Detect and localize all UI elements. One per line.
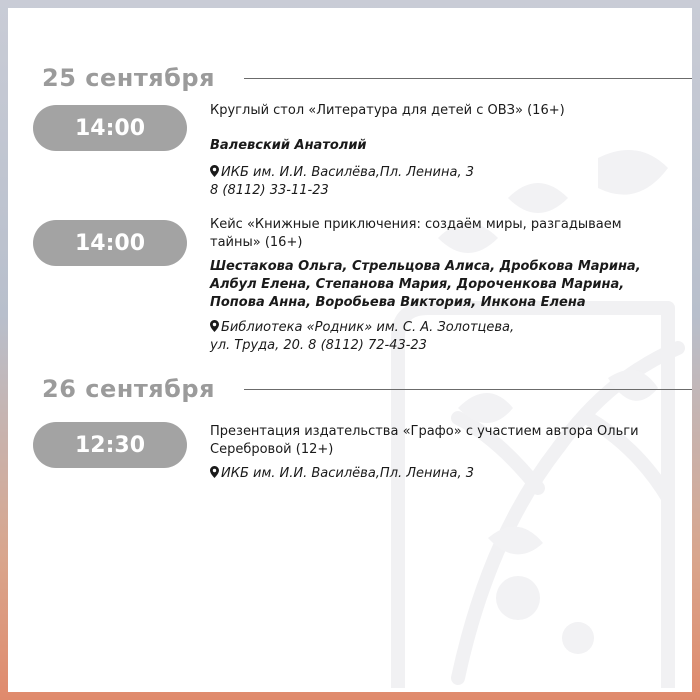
event-title-line: Серебровой (12+) [210, 442, 334, 457]
time-badge: 12:30 [33, 422, 187, 468]
date-header-day-1 [8, 60, 692, 96]
event-address-phone: ул. Труда, 20. 8 (8112) 72-43-23 [210, 338, 427, 353]
date-label: 25 сентября [42, 64, 216, 92]
location-pin-icon [210, 320, 221, 335]
location-address: ИКБ им. И.И. Василёва,Пл. Ленина, 3 [221, 466, 474, 481]
time-badge: 14:00 [33, 105, 187, 151]
event-location [210, 465, 670, 483]
event-1 [210, 102, 670, 200]
event-3 [210, 423, 670, 483]
event-persons-line: Албул Елена, Степанова Мария, Дороченкова Марина, [210, 277, 625, 292]
location-pin-icon [210, 165, 221, 180]
event-title-line: Кейс «Книжные приключения: создаём миры, разгадываем [210, 217, 622, 232]
event-2 [210, 216, 670, 355]
location-address: ИКБ им. И.И. Василёва,Пл. Ленина, 3 [221, 165, 474, 180]
event-location [210, 164, 670, 182]
location-address: Библиотека «Родник» им. С. А. Золотцева, [221, 320, 515, 335]
event-title-line: Презентация издательства «Графо» с участием автора Ольги [210, 424, 639, 439]
date-divider [244, 389, 692, 390]
event-persons-line: Попова Анна, Воробьева Виктория, Инкона Елена [210, 295, 586, 310]
schedule-card [8, 8, 692, 692]
event-title-line: тайны» (16+) [210, 235, 303, 250]
date-header-day-2 [8, 371, 692, 407]
event-phone: 8 (8112) 33-11-23 [210, 183, 329, 198]
time-badge: 14:00 [33, 220, 187, 266]
event-persons: Валевский Анатолий [210, 138, 367, 153]
event-title: Круглый стол «Литература для детей с ОВЗ» (16+) [210, 103, 565, 118]
date-label: 26 сентября [42, 375, 216, 403]
event-location [210, 319, 670, 337]
location-pin-icon [210, 466, 221, 481]
date-divider [244, 78, 692, 79]
event-persons-line: Шестакова Ольга, Стрельцова Алиса, Дробкова Марина, [210, 259, 641, 274]
